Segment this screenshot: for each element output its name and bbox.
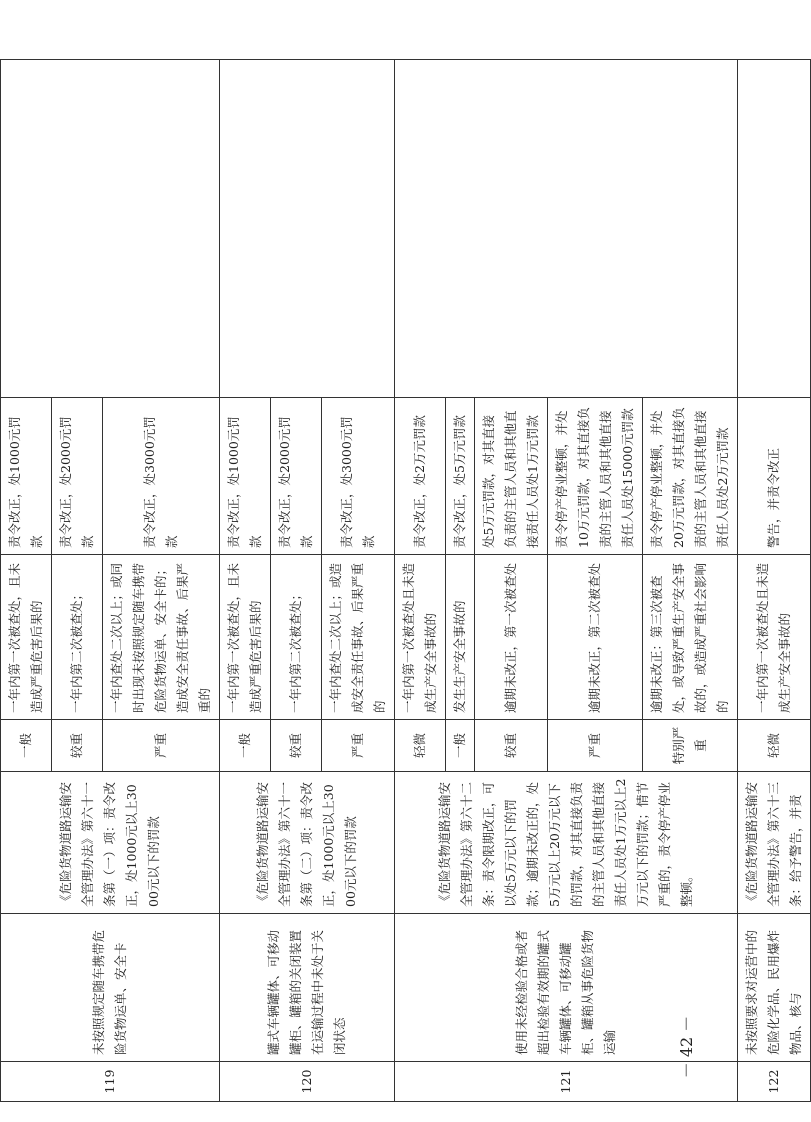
row-120-level-2: 较重 xyxy=(271,720,322,772)
row-120-level-1: 一般 xyxy=(220,720,271,772)
row-119-number: 119 xyxy=(1,1062,220,1102)
row-121-penalty-2: 责令改正，处5万元罚款 xyxy=(446,398,475,555)
row-121-legal-basis: 《危险货物道路运输安全管理办法》第六十二条：责令限期改正，可以处5万元以下的罚款；逾期未改正的，处5万元以上20万元以下的罚款，对其直接负责的主管人员和其他直接责任人员处1万元以上2万元以下的罚款；情节严重的，责令停产停业整顿。 xyxy=(395,772,738,914)
row-120-penalty-3: 责令改正，处3000元罚款 xyxy=(322,398,395,555)
row-121-penalty-5: 责令停产停业整顿，并处20万元罚款，对其直接负责的主管人员和其他直接责任人员处2万元罚款 xyxy=(643,398,738,555)
row-121-level-2: 一般 xyxy=(446,720,475,772)
row-119-legal-basis: 《危险货物道路运输安全管理办法》第六十一条第（一）项：责令改正，处1000元以上3000元以下的罚款 xyxy=(1,772,220,914)
table-row-119 xyxy=(1,60,52,1102)
row-122-remark xyxy=(738,60,811,398)
row-121-penalty-3: 处5万元罚款，对其直接负责的主管人员和其他直接责任人员处1万元罚款 xyxy=(475,398,548,555)
row-120-number: 120 xyxy=(220,1062,395,1102)
row-120-level-3: 严重 xyxy=(322,720,395,772)
row-121-condition-2: 发生生产安全事故的 xyxy=(446,555,475,720)
row-119-level-3: 严重 xyxy=(103,720,220,772)
row-122-number: 122 xyxy=(738,1062,811,1102)
row-120-condition-2: 一年内第二次被查处； xyxy=(271,555,322,720)
row-119-penalty-2: 责令改正，处2000元罚款 xyxy=(52,398,103,555)
row-119-condition-3: 一年内查处二次以上；或同时出现未按照规定随车携带危险货物运单、安全卡的；造成安全责任事故、后果严重的 xyxy=(103,555,220,720)
row-121-level-1: 轻微 xyxy=(395,720,446,772)
row-120-legal-basis: 《危险货物道路运输安全管理办法》第六十一条第（二）项：责令改正，处1000元以上3000元以下的罚款 xyxy=(220,772,395,914)
row-119-level-2: 较重 xyxy=(52,720,103,772)
row-122-violation: 未按照要求对运营中的危险化学品、民用爆炸物品、核与 xyxy=(738,914,811,1062)
row-120-condition-3: 一年内查处二次以上；或造成安全责任事故、后果严重的 xyxy=(322,555,395,720)
row-119-penalty-3: 责令改正，处3000元罚款 xyxy=(103,398,220,555)
row-119-condition-1: 一年内第一次被查处，且未造成严重危害后果的 xyxy=(1,555,52,720)
table-row-121 xyxy=(395,60,446,1102)
row-120-penalty-2: 责令改正，处2000元罚款 xyxy=(271,398,322,555)
row-121-remark xyxy=(395,60,738,398)
row-121-number: 121 xyxy=(395,1062,738,1102)
row-119-penalty-1: 责令改正，处1000元罚款 xyxy=(1,398,52,555)
table-row-122 xyxy=(738,60,811,1102)
row-121-condition-3: 逾期未改正，第一次被查处 xyxy=(475,555,548,720)
row-121-level-4: 严重 xyxy=(548,720,643,772)
row-122-condition-1: 一年内第一次被查处且未造成生产安全事故的 xyxy=(738,555,811,720)
row-119-condition-2: 一年内第二次被查处； xyxy=(52,555,103,720)
row-121-level-3: 较重 xyxy=(475,720,548,772)
row-119-violation: 未按照规定随车携带危险货物运单、安全卡 xyxy=(1,914,220,1062)
row-120-violation: 罐式车辆罐体、可移动罐柜、罐箱的关闭装置在运输过程中未处于关闭状态 xyxy=(220,914,395,1062)
row-121-condition-5: 逾期未改正：第三次被查处，或导致严重生产安全事故的，或造成严重社会影响的 xyxy=(643,555,738,720)
row-121-condition-4: 逾期未改正，第二次被查处 xyxy=(548,555,643,720)
row-119-remark xyxy=(1,60,220,398)
row-121-penalty-1: 责令改正，处2万元罚款 xyxy=(395,398,446,555)
row-121-level-5: 特别严重 xyxy=(643,720,738,772)
table-row-120 xyxy=(220,60,271,1102)
row-121-condition-1: 一年内第一次被查处且未造成生产安全事故的 xyxy=(395,555,446,720)
row-120-penalty-1: 责令改正，处1000元罚款 xyxy=(220,398,271,555)
row-119-level-1: 一般 xyxy=(1,720,52,772)
row-122-level-1: 轻微 xyxy=(738,720,811,772)
rotated-page xyxy=(0,60,803,1102)
row-122-penalty-1: 警告，并责令改正 xyxy=(738,398,811,555)
penalty-standard-table xyxy=(0,59,811,1102)
row-120-remark xyxy=(220,60,395,398)
page-number: － 42 － xyxy=(676,1015,696,1079)
row-121-violation: 使用未经检验合格或者超出检验有效期的罐式车辆罐体、可移动罐柜、罐箱从事危险货物运输 xyxy=(395,914,738,1062)
row-122-legal-basis: 《危险货物道路运输安全管理办法》第六十三条：给予警告，并责 xyxy=(738,772,811,914)
row-120-condition-1: 一年内第一次被查处，且未造成严重危害后果的 xyxy=(220,555,271,720)
row-121-penalty-4: 责令停产停业整顿，并处10万元罚款，对其直接负责的主管人员和其他直接责任人员处15000元罚款 xyxy=(548,398,643,555)
